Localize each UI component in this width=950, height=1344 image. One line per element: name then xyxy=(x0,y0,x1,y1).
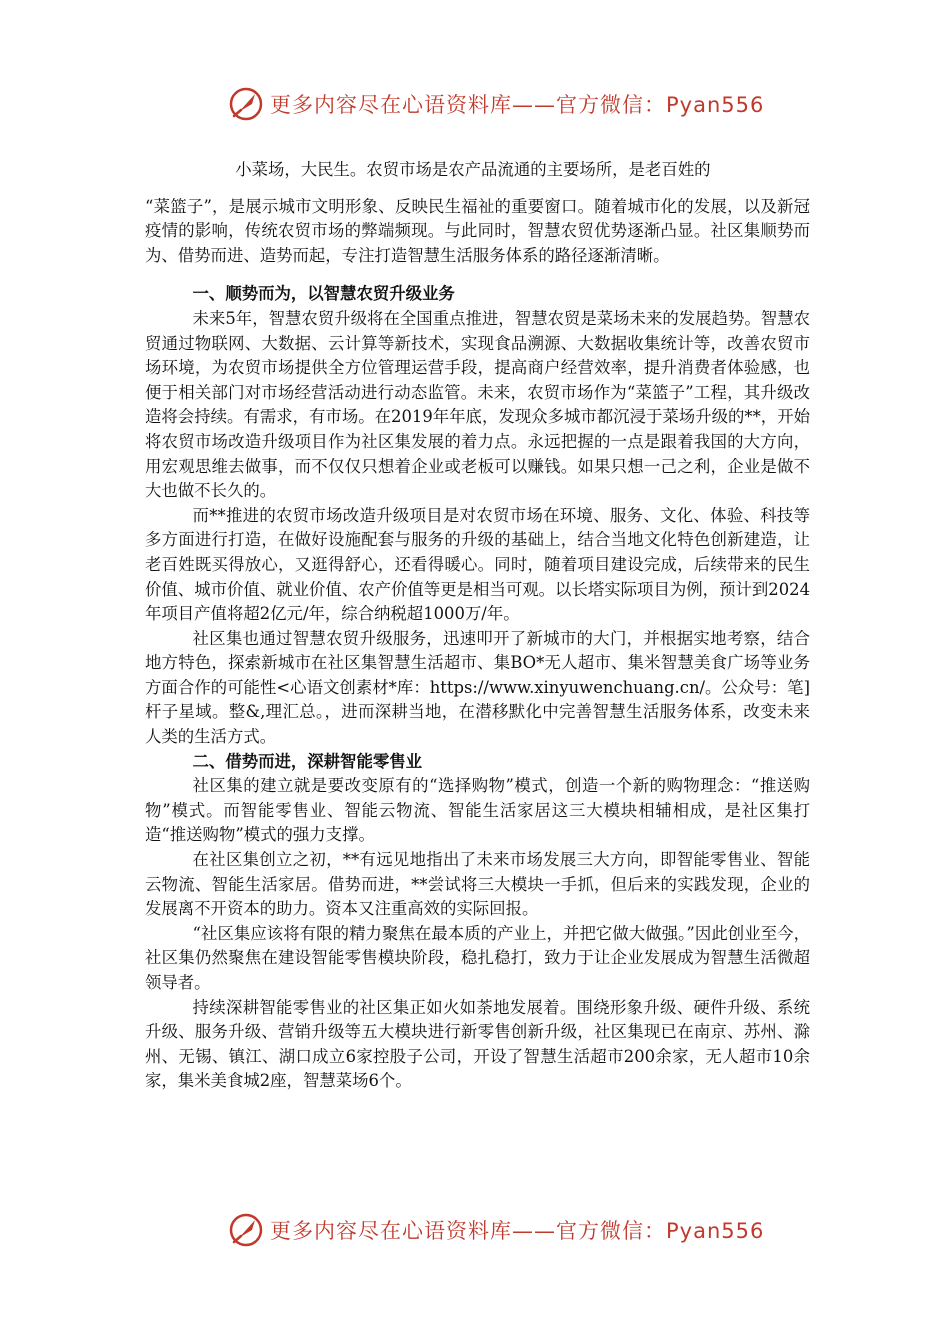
section-1-paragraph-3: 社区集也通过智慧农贸升级服务，迅速叩开了新城市的大门，并根据实地考察，结合地方特色，探索新城市在社区集智慧生活超市、集BO*无人超市、集米智慧美食广场等业务方面合作的可能性<心语文创素材*库：https://www.xinyuwenchuang.cn/。公众号：笔]杆子星域。整&,理汇总。，进而深耕当地，在潜移默化中完善智慧生活服务体系，改变未来人类的生活方式。 xyxy=(145,628,810,747)
banner-separator: —— xyxy=(512,1219,556,1243)
banner-label: 官方微信： xyxy=(556,93,666,117)
banner-separator: —— xyxy=(512,93,556,117)
section-1-heading: 一、顺势而为，以智慧农贸升级业务 xyxy=(192,284,455,304)
article-body xyxy=(145,158,810,1094)
intro-first-line: 小菜场，大民生。农贸市场是农产品流通的主要场所，是老百姓的 xyxy=(235,160,711,179)
banner-slogan: 更多内容尽在心语资料库 xyxy=(270,1219,512,1243)
wechat-handle: Pyan556 xyxy=(666,93,765,117)
section-1-paragraph-2: 而**推进的农贸市场改造升级项目是对农贸市场在环境、服务、文化、体验、科技等多方面进行打造，在做好设施配套与服务的升级的基础上，结合当地文化特色创新建造，让老百姓既买得放心，又逛得舒心，还看得暖心。同时，随着项目建设完成，后续带来的民生价值、城市价值、就业价值、农产价值等更是相当可观。以长塔实际项目为例，预计到2024年项目产值将超2亿元/年，综合纳税超1000万/年。 xyxy=(145,505,810,624)
section-2-paragraph-3: “社区集应该将有限的精力聚焦在最本质的产业上，并把它做大做强。”因此创业至今，社区集仍然聚焦在建设智能零售模块阶段，稳扎稳打，致力于让企业发展成为智慧生活微超领导者。 xyxy=(145,923,810,992)
banner-label: 官方微信： xyxy=(556,1219,666,1243)
section-2-paragraph-2: 在社区集创立之初，**有远见地指出了未来市场发展三大方向，即智能零售业、智能云物流、智能生活家居。借势而进，**尝试将三大模块一手抓，但后来的实践发现，企业的发展离不开资本的助力。资本又注重高效的实际回报。 xyxy=(145,850,810,919)
quill-logo-icon xyxy=(228,86,264,122)
intro-paragraph: “菜篮子”，是展示城市文明形象、反映民生福祉的重要窗口。随着城市化的发展，以及新冠疫情的影响，传统农贸市场的弊端频现。与此同时，智慧农贸优势逐渐凸显。社区集顺势而为、借势而进、造势而起，专注打造智慧生活服务体系的路径逐渐清晰。 xyxy=(145,196,810,265)
section-2-paragraph-1: 社区集的建立就是要改变原有的“选择购物”模式，创造一个新的购物理念：“推送购物”模式。而智能零售业、智能云物流、智能生活家居这三大模块相辅相成，是社区集打造“推送购物”模式的强力支撑。 xyxy=(145,776,810,845)
section-2-paragraph-4: 持续深耕智能零售业的社区集正如火如荼地发展着。围绕形象升级、硬件升级、系统升级、服务升级、营销升级等五大模块进行新零售创新升级，社区集现已在南京、苏州、滁州、无锡、镇江、湖口成立6家控股子公司，开设了智慧生活超市200余家，无人超市10余家，集米美食城2座，智慧菜场6个。 xyxy=(145,997,810,1091)
wechat-handle: Pyan556 xyxy=(666,1219,765,1243)
banner-text xyxy=(270,89,764,119)
banner-text xyxy=(270,1215,764,1245)
header-banner xyxy=(228,84,765,124)
footer-banner xyxy=(228,1210,765,1250)
section-2-heading: 二、借势而进，深耕智能零售业 xyxy=(192,751,423,771)
quill-logo-icon xyxy=(228,1212,264,1248)
section-1-paragraph-1: 未来5年，智慧农贸升级将在全国重点推进，智慧农贸是菜场未来的发展趋势。智慧农贸通过物联网、大数据、云计算等新技术，实现食品溯源、大数据收集统计等，改善农贸市场环境，为农贸市场提供全方位管理运营手段，提高商户经营效率，提升消费者体验感，也便于相关部门对市场经营活动进行动态监管。未来，农贸市场作为“菜篮子”工程，其升级改造将会持续。有需求，有市场。在2019年年底，发现众多城市都沉浸于菜场升级的**，开始将农贸市场改造升级项目作为社区集发展的着力点。永远把握的一点是跟着我国的大方向，用宏观思维去做事，而不仅仅只想着企业或老板可以赚钱。如果只想一己之利，企业是做不大也做不长久的。 xyxy=(145,308,810,501)
banner-slogan: 更多内容尽在心语资料库 xyxy=(270,93,512,117)
